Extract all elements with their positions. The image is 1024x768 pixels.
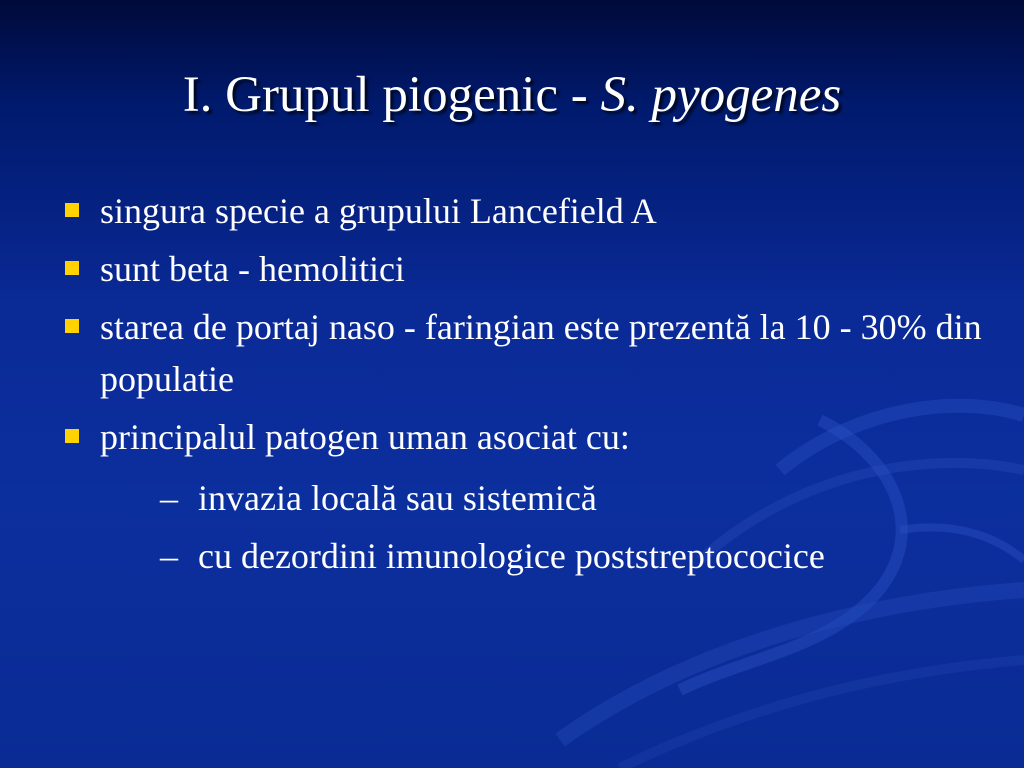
title-main-text: I. Grupul piogenic - xyxy=(182,67,601,123)
bullet-list xyxy=(62,185,982,585)
sub-list-container xyxy=(62,469,982,585)
square-bullet-icon xyxy=(65,203,79,217)
dash-marker: – xyxy=(160,536,178,576)
bullet-item xyxy=(62,243,982,295)
square-bullet-icon xyxy=(65,319,79,333)
bullet-text: starea de portaj naso - faringian este prezentă la 10 - 30% din populatie xyxy=(100,307,982,399)
bullet-item xyxy=(62,301,982,405)
bullet-text: singura specie a grupului Lancefield A xyxy=(100,191,657,231)
bullet-text: principalul patogen uman asociat cu: xyxy=(100,417,630,457)
slide-title xyxy=(0,62,1024,128)
bullet-item xyxy=(62,411,982,463)
bullet-text: sunt beta - hemolitici xyxy=(100,249,405,289)
sub-bullet-item xyxy=(62,469,982,527)
sub-bullet-list xyxy=(62,469,982,585)
square-bullet-icon xyxy=(65,429,79,443)
square-bullet-icon xyxy=(65,261,79,275)
dash-marker: – xyxy=(160,478,178,518)
bullet-item xyxy=(62,185,982,237)
title-species-text: S. pyogenes xyxy=(600,67,842,123)
sub-bullet-item xyxy=(62,527,982,585)
sub-bullet-text: cu dezordini imunologice poststreptococice xyxy=(198,536,825,576)
sub-bullet-text: invazia locală sau sistemică xyxy=(198,478,597,518)
